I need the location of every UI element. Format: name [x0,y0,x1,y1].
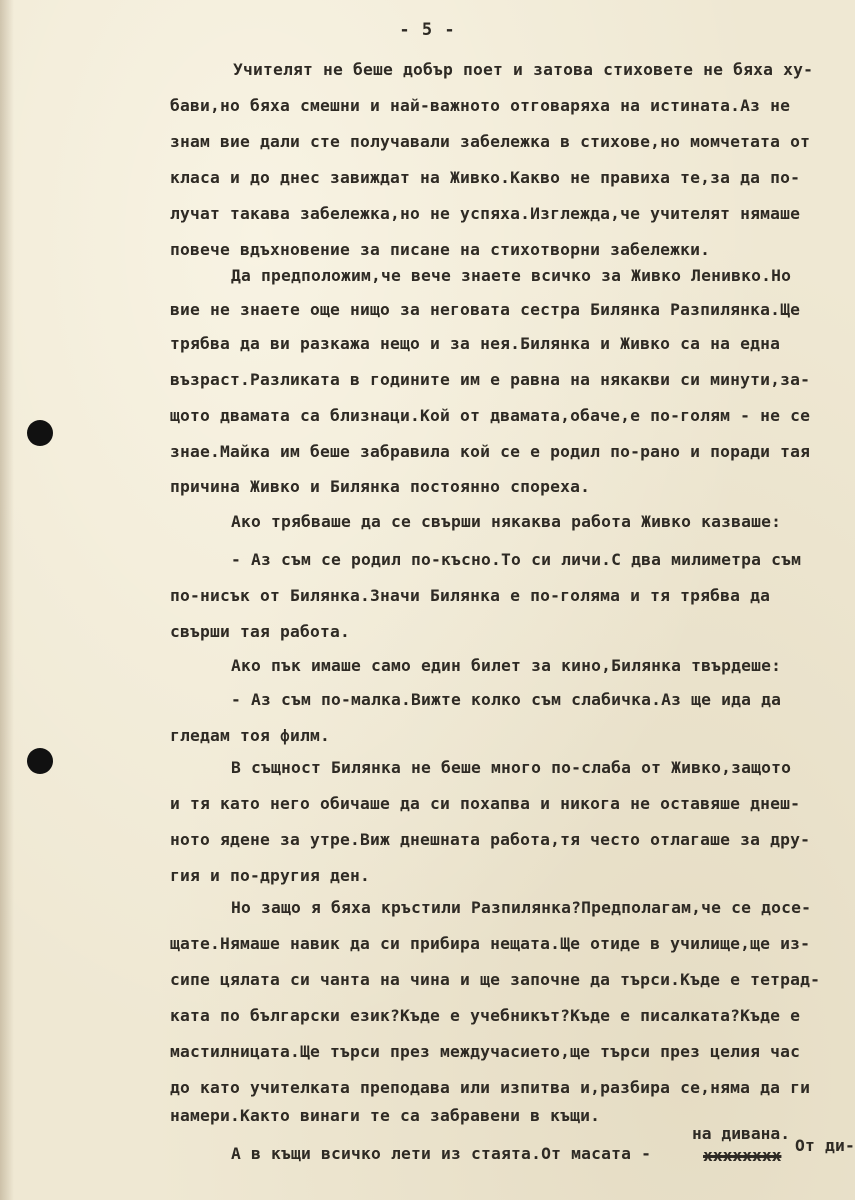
text-line: свърши тая работа. [170,622,351,641]
text-line: мастилницата.Ще търси през междучасието,ще търси през целия час [170,1042,801,1061]
punch-hole-upper [27,420,53,446]
text-line: Учителят не беше добър поет и затова стиховете не бяха ху- [233,60,814,79]
text-line: бави,но бяха смешни и най-важното отговаряха на истината.Аз не [170,96,791,115]
text-line: гия и по-другия ден. [170,866,371,885]
text-line: вие не знаете още нищо за неговата сестра Билянка Разпилянка.Ще [170,300,801,319]
text-line: трябва да ви разкажа нещо и за нея.Билянка и Живко са на една [170,334,781,353]
text-line: щате.Нямаше навик да си прибира нещата.Ще отиде в училище,ще из- [170,934,811,953]
text-line: класа и до днес завиждат на Живко.Какво не правиха те,за да по- [170,168,801,187]
text-line: причина Живко и Билянка постоянно спореха. [170,477,591,496]
text-line: От ди- [795,1136,855,1155]
text-line: гледам тоя филм. [170,726,331,745]
text-line: ното ядене за утре.Виж днешната работа,тя често отлагаше за дру- [170,830,811,849]
text-line: Ако трябваше да се свърши някаква работа Живко казваше: [231,512,782,531]
text-line: до като учителката преподава или изпитва и,разбира се,няма да ги [170,1078,811,1097]
text-line: сипе цялата си чанта на чина и ще започне да търси.Къде е тетрад- [170,970,821,989]
text-line: щото двамата са близнаци.Кой от двамата,обаче,е по-голям - не се [170,406,811,425]
text-line: Да предположим,че вече знаете всичко за Живко Ленивко.Но [231,266,792,285]
punch-hole-lower [27,748,53,774]
text-line: знае.Майка им беше забравила кой се е родил по-рано и поради тая [170,442,811,461]
handwritten-insertion: на дивана. [692,1124,791,1143]
text-line: намери.Както винаги те са забравени в къщи. [170,1106,601,1125]
struck-out-text: xxxxxxxx [703,1146,782,1165]
text-line: Но защо я бяха кръстили Разпилянка?Предполагам,че се досе- [231,898,812,917]
text-line: лучат такава забележка,но не успяха.Изглежда,че учителят нямаше [170,204,801,223]
text-line: ката по български език?Къде е учебникът?Къде е писалката?Къде е [170,1006,801,1025]
text-line: Ако пък имаше само един билет за кино,Билянка твърдеше: [231,656,782,675]
text-line: възраст.Разликата в годините им е равна на някакви си минути,за- [170,370,811,389]
text-line: знам вие дали сте получавали забележка в стихове,но момчетата от [170,132,811,151]
text-line: А в къщи всичко лети из стаята.От масата - [231,1144,652,1163]
page-edge-shadow [0,0,14,1200]
text-line: - Аз съм по-малка.Вижте колко съм слабичка.Аз ще ида да [231,690,782,709]
text-line: - Аз съм се родил по-късно.То си личи.С два милиметра съм [231,550,802,569]
page-number: - 5 - [399,20,456,40]
text-line: повече вдъхновение за писане на стихотворни забележки. [170,240,711,259]
text-line: по-нисък от Билянка.Значи Билянка е по-голяма и тя трябва да [170,586,771,605]
text-line: В същност Билянка не беше много по-слаба от Живко,защото [231,758,792,777]
text-line: и тя като него обичаше да си похапва и никога не оставяше днеш- [170,794,801,813]
